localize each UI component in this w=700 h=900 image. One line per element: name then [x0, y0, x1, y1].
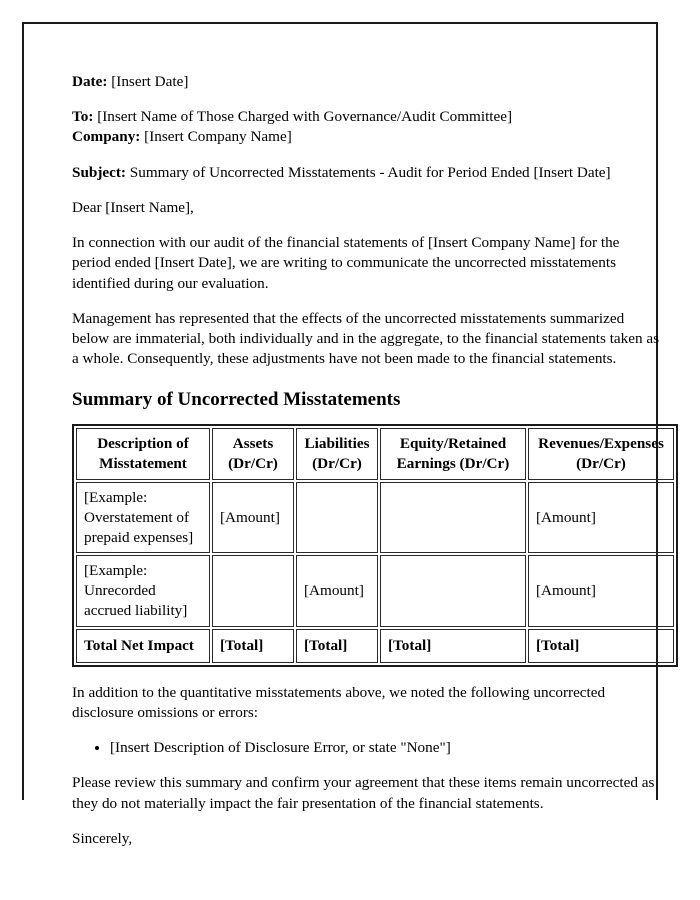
document-page: [22, 22, 664, 847]
column-header-assets: Assets (Dr/Cr): [212, 428, 294, 480]
recipient-line: [72, 107, 660, 127]
document-body: [72, 72, 664, 864]
table-row: [76, 482, 674, 553]
paragraph-management-representation: Management has represented that the effects of the uncorrected misstatements summarized below are immaterial, both individually and in the aggregate, to the financial statements taken as a whole. Consequently, these adjustments have not been made to the financial statements.: [72, 309, 660, 368]
paragraph-audit-context: In connection with our audit of the financial statements of [Insert Company Name] for the period ended [Insert Date], we are writing to communicate the uncorrected misstatements identified during our evaluation.: [72, 234, 620, 292]
date-label: Date:: [72, 73, 108, 90]
list-item: • [Insert Description of Disclosure Error, or state "None"]: [110, 738, 660, 758]
table-total-row: [76, 629, 674, 663]
salutation: Dear [Insert Name],: [72, 198, 194, 216]
cell-description: [Example: Unrecorded accrued liability]: [76, 555, 210, 626]
column-header-liabilities: Liabilities (Dr/Cr): [296, 428, 378, 480]
column-header-revenues: Revenues/Expenses (Dr/Cr): [528, 428, 674, 480]
company-value: [Insert Company Name]: [144, 128, 292, 146]
misstatement-table: [72, 424, 678, 667]
cell-total-liabilities: [Total]: [296, 629, 378, 663]
subject-value: Summary of Uncorrected Misstatements - Audit for Period Ended [Insert Date]: [129, 163, 611, 181]
to-label: To:: [72, 108, 94, 126]
cell-description: [Example: Overstatement of prepaid expenses]: [76, 482, 210, 553]
cell-assets: [Amount]: [212, 482, 294, 553]
cell-equity: [380, 482, 526, 553]
table-row: [76, 555, 674, 626]
cell-total-label: Total Net Impact: [76, 629, 210, 663]
company-line: [72, 127, 660, 147]
to-value: [Insert Name of Those Charged with Governance/Audit Committee]: [97, 108, 513, 126]
subject-line: [72, 163, 660, 183]
closing: Sincerely,: [72, 829, 133, 847]
cell-total-equity: [Total]: [380, 629, 526, 663]
cell-liabilities: [296, 482, 378, 553]
paragraph-review-request: Please review this summary and confirm your agreement that these items remain uncorrected as they do not materially impact the fair presentation of the financial statements.: [72, 774, 655, 812]
cell-assets: [212, 555, 294, 626]
cell-total-revenues: [Total]: [528, 629, 674, 663]
cell-revenues: [Amount]: [528, 482, 674, 553]
disclosure-list: [72, 738, 660, 758]
cell-total-assets: [Total]: [212, 629, 294, 663]
column-header-equity: Equity/Retained Earnings (Dr/Cr): [380, 428, 526, 480]
cell-equity: [380, 555, 526, 626]
table-header-row: [76, 428, 674, 480]
company-label: Company:: [72, 128, 141, 146]
section-title: Summary of Uncorrected Misstatements: [72, 389, 401, 411]
subject-label: Subject:: [72, 163, 126, 181]
date-value: [Insert Date]: [111, 73, 189, 90]
cell-liabilities: [Amount]: [296, 555, 378, 626]
date-line: [72, 72, 660, 92]
paragraph-disclosure-intro: In addition to the quantitative misstatements above, we noted the following uncorrected disclosure omissions or errors:: [72, 683, 606, 721]
cell-revenues: [Amount]: [528, 555, 674, 626]
column-header-description: Description of Misstatement: [76, 428, 210, 480]
